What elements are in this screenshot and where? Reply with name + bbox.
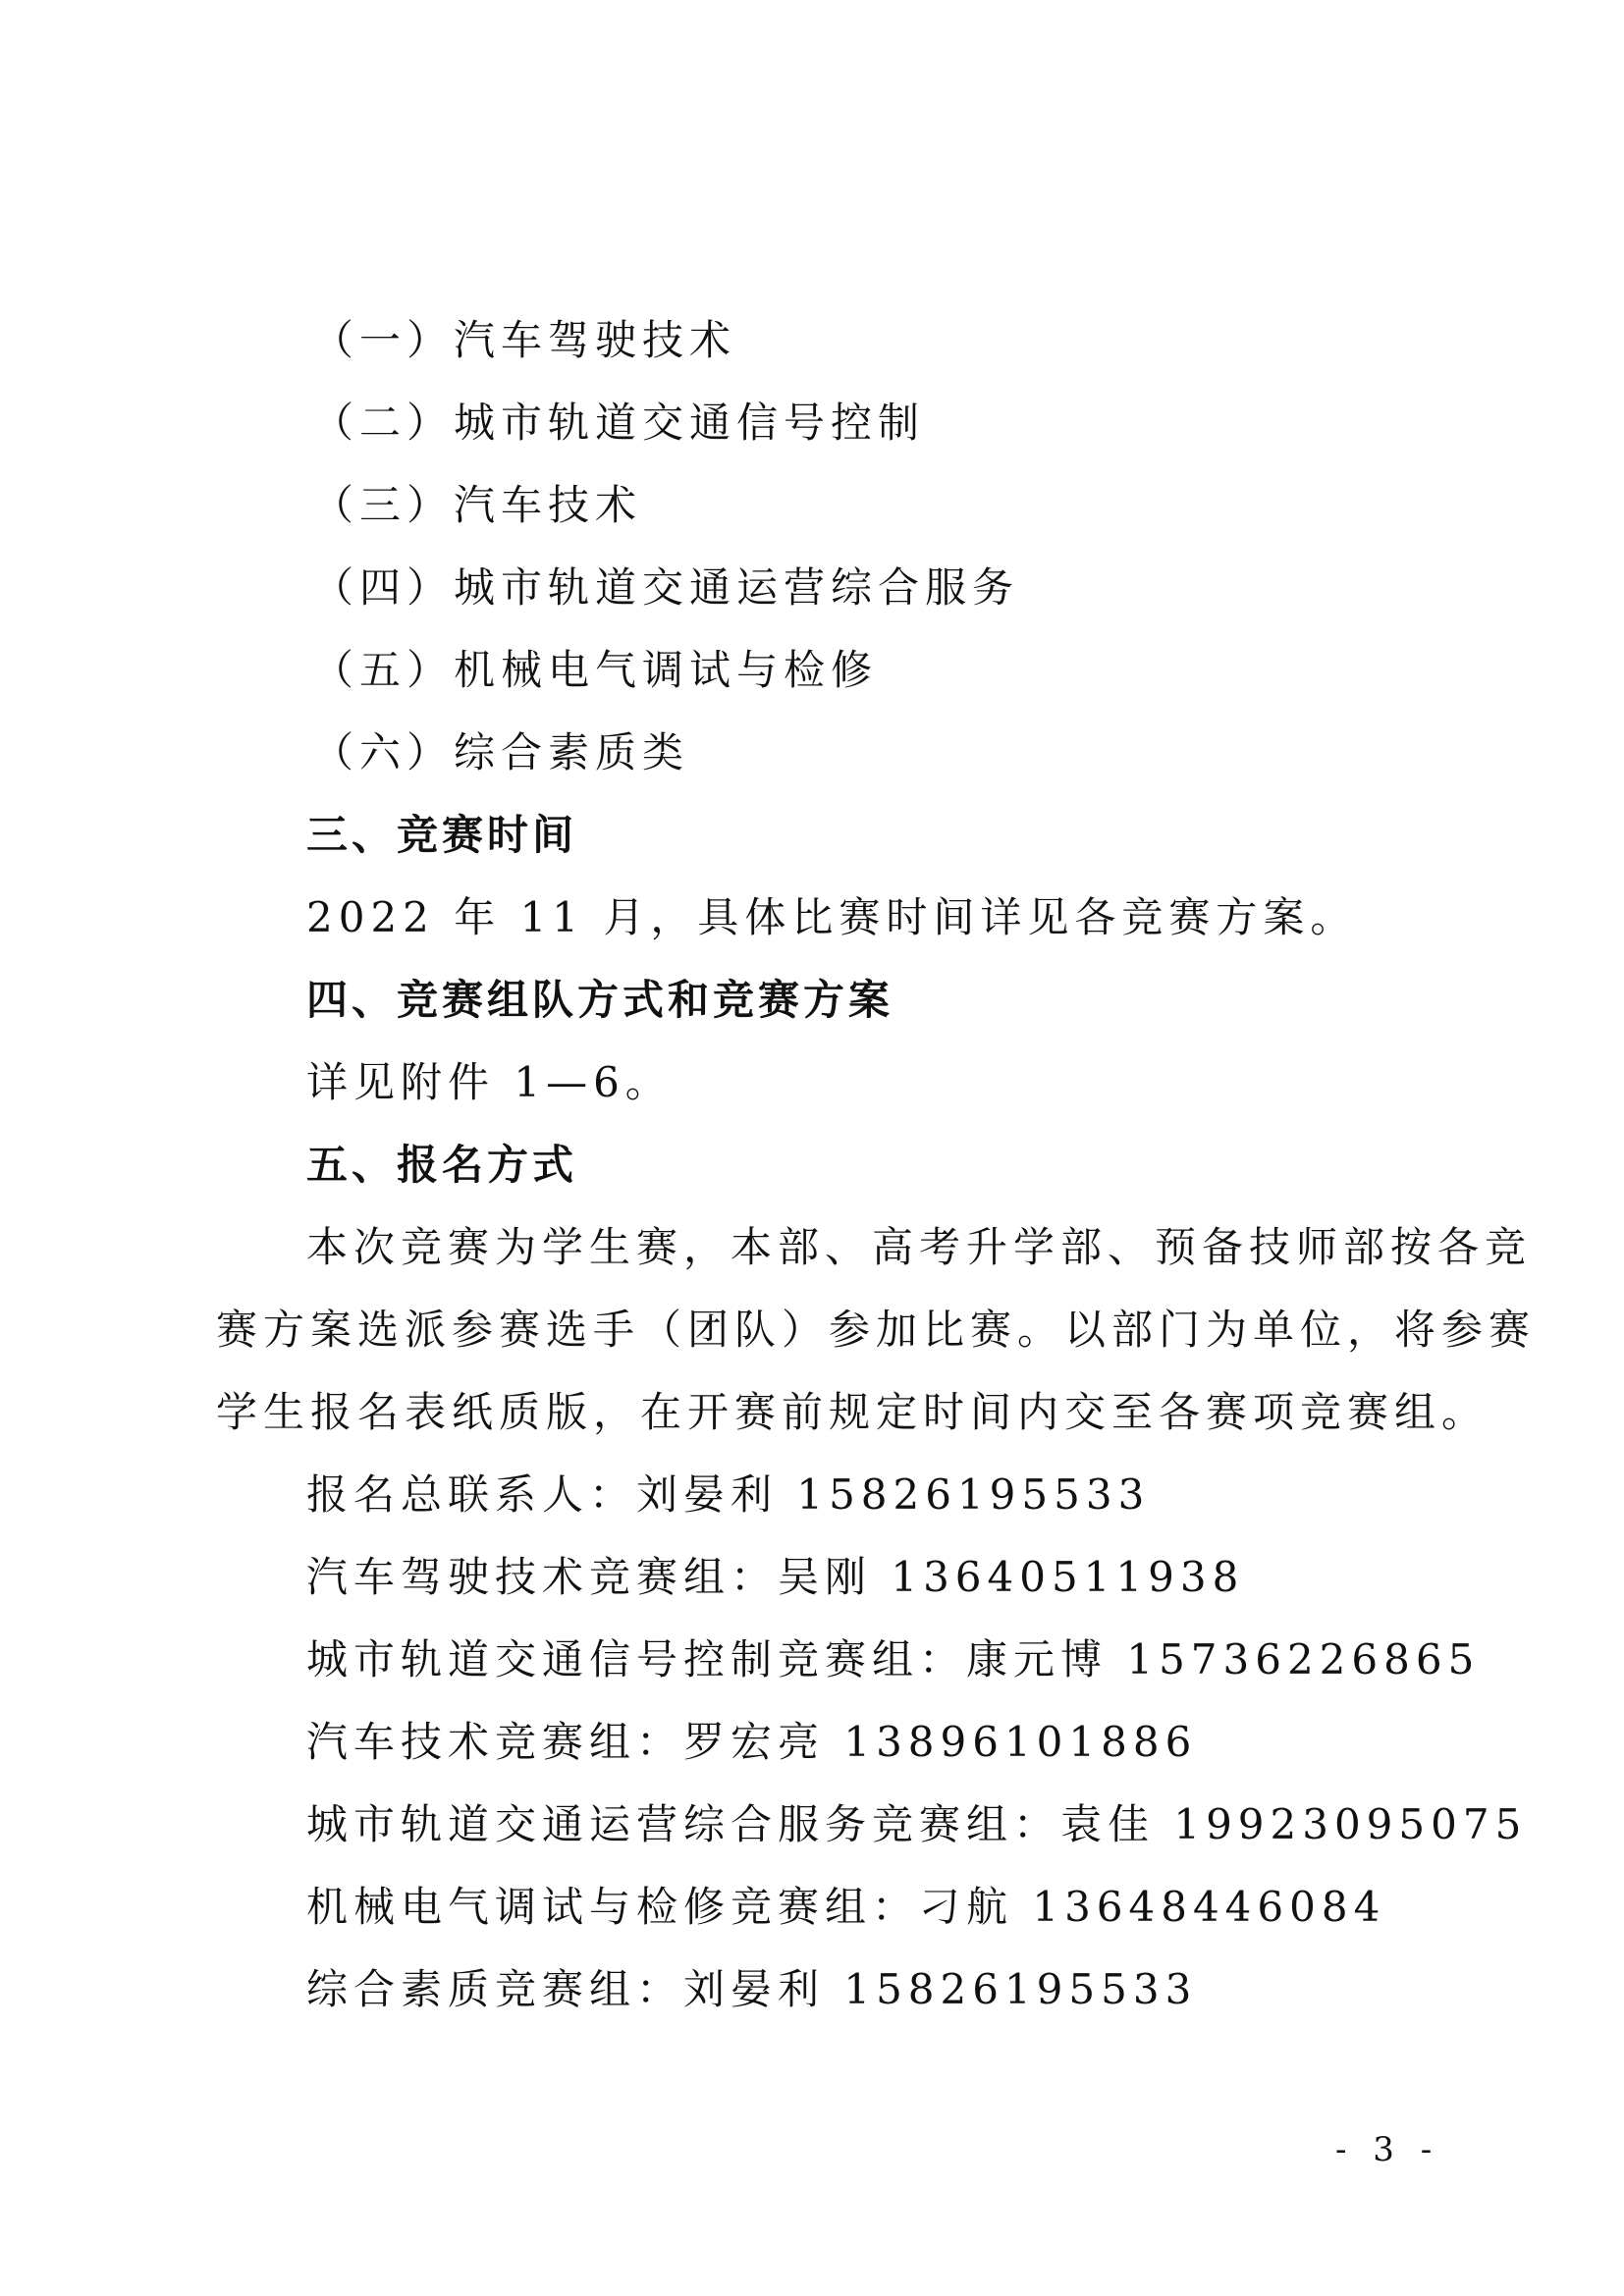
contact-line: 城市轨道交通信号控制竞赛组：康元博 15736226865: [306, 1635, 1481, 1683]
paragraph-line: 本次竞赛为学生赛，本部、高考升学部、预备技师部按各竞: [306, 1223, 1533, 1271]
list-item: （一）汽车驾驶技术: [312, 316, 737, 364]
list-item: （三）汽车技术: [312, 481, 643, 529]
list-item: （五）机械电气调试与检修: [312, 646, 879, 694]
paragraph-line: 学生报名表纸质版，在开赛前规定时间内交至各赛项竞赛组。: [216, 1388, 1489, 1436]
list-item: （二）城市轨道交通信号控制: [312, 399, 926, 447]
contact-line: 机械电气调试与检修竞赛组：刁航 13648446084: [306, 1883, 1386, 1931]
page-number: - 3 -: [1335, 2130, 1440, 2169]
section-heading: 三、竞赛时间: [306, 811, 578, 859]
contact-line: 报名总联系人：刘晏利 15826195533: [306, 1470, 1151, 1519]
body-text: 2022 年 11 月，具体比赛时间详见各竞赛方案。: [306, 893, 1358, 941]
contact-line: 综合素质竞赛组：刘晏利 15826195533: [306, 1965, 1198, 2013]
contact-line: 城市轨道交通运营综合服务竞赛组：袁佳 19923095075: [306, 1800, 1528, 1848]
section-heading: 四、竞赛组队方式和竞赛方案: [306, 976, 894, 1024]
body-text: 详见附件 1—6。: [306, 1058, 673, 1106]
contact-line: 汽车驾驶技术竞赛组：吴刚 13640511938: [306, 1553, 1245, 1601]
list-item: （六）综合素质类: [312, 728, 690, 776]
list-item: （四）城市轨道交通运营综合服务: [312, 563, 1020, 612]
section-heading: 五、报名方式: [306, 1141, 578, 1189]
paragraph-line: 赛方案选派参赛选手（团队）参加比赛。以部门为单位，将参赛: [216, 1306, 1537, 1354]
contact-line: 汽车技术竞赛组：罗宏亮 13896101886: [306, 1718, 1198, 1766]
